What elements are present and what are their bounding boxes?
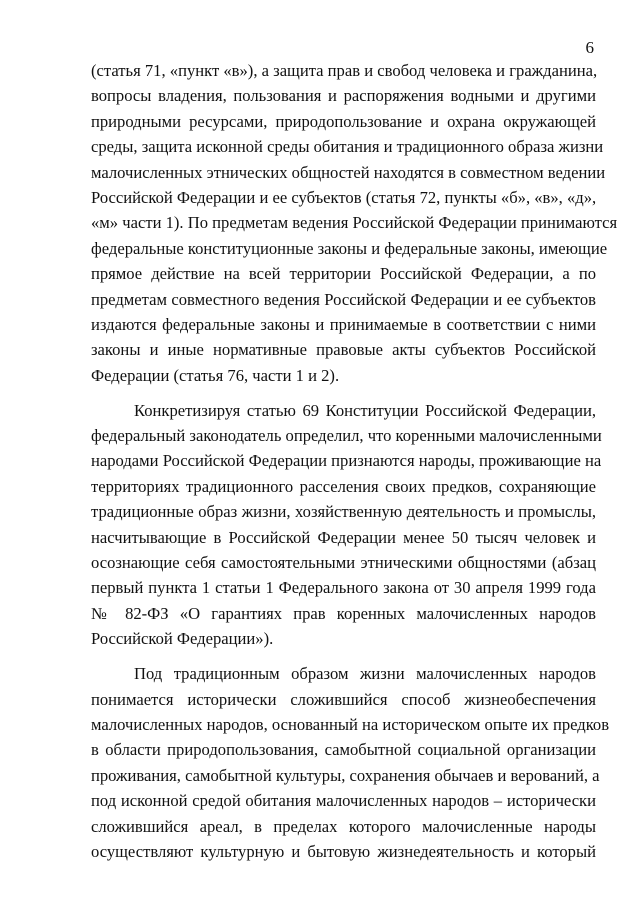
text-line: традиционные образ жизни, хозяйственную деятельность и промыслы, [91, 502, 596, 522]
text-line: осуществляют культурную и бытовую жизнедеятельность и который [91, 841, 596, 861]
text-line: в области природопользования, самобытной социальной организации [91, 740, 596, 760]
text-line: законы и иные нормативные правовые акты субъектов Российской [91, 340, 596, 360]
text-line: насчитывающие в Российской Федерации менее 50 тысяч человек и [91, 527, 596, 547]
text-line: издаются федеральные законы и принимаемые в соответствии с ними [91, 314, 596, 334]
text-line: вопросы владения, пользования и распоряжения водными и другими [91, 86, 596, 106]
text-line: природными ресурсами, природопользование и охрана окружающей [91, 111, 596, 131]
page-number: 6 [585, 38, 594, 57]
text-line: сложившийся ареал, в пределах которого малочисленные народы [91, 816, 596, 836]
document-body [91, 58, 618, 864]
text-line: Российской Федерации»). [91, 629, 274, 649]
text-line: территориях традиционного расселения своих предков, сохраняющие [91, 476, 596, 496]
paragraph-gap [91, 652, 596, 662]
text-line: осознающие себя самостоятельными этническими общностями (абзац [91, 553, 596, 573]
text-line: малочисленных народов, основанный на историческом опыте их предков [91, 714, 610, 734]
text-line: Конкретизируя статью 69 Конституции Российской Федерации, [134, 400, 596, 420]
paragraph-gap [91, 388, 596, 398]
paragraph [91, 398, 602, 652]
text-line: под исконной средой обитания малочисленных народов – исторически [91, 791, 596, 811]
text-line: проживания, самобытной культуры, сохранения обычаев и верований, а [91, 765, 600, 785]
text-line: понимается исторически сложившийся способ жизнеобеспечения [91, 689, 596, 709]
paragraph [91, 58, 618, 388]
text-line: федеральные конституционные законы и федеральные законы, имеющие [91, 238, 608, 258]
text-line: прямое действие на всей территории Российской Федерации, а по [91, 264, 596, 284]
text-line: № 82-ФЗ «О гарантиях прав коренных малочисленных народов [91, 603, 596, 623]
text-line: среды, защита исконной среды обитания и традиционного образа жизни [91, 137, 604, 157]
paragraph [91, 661, 610, 864]
text-line: Российской Федерации и ее субъектов (статья 72, пункты «б», «в», «д», [91, 187, 597, 207]
text-line: предметам совместного ведения Российской Федерации и ее субъектов [91, 289, 596, 309]
text-line: малочисленных этнических общностей находятся в совместном ведении [91, 162, 606, 182]
text-line: первый пункта 1 статьи 1 Федерального закона от 30 апреля 1999 года [91, 578, 596, 598]
text-line: Под традиционным образом жизни малочисленных народов [134, 664, 596, 684]
text-line: народами Российской Федерации признаются народы, проживающие на [91, 451, 602, 471]
text-line: Федерации (статья 76, части 1 и 2). [91, 365, 340, 385]
text-line: (статья 71, «пункт «в»), а защита прав и свобод человека и гражданина, [91, 61, 598, 80]
text-line: федеральный законодатель определил, что коренными малочисленными [91, 426, 602, 446]
text-line: «м» части 1). По предметам ведения Российской Федерации принимаются [91, 213, 618, 233]
